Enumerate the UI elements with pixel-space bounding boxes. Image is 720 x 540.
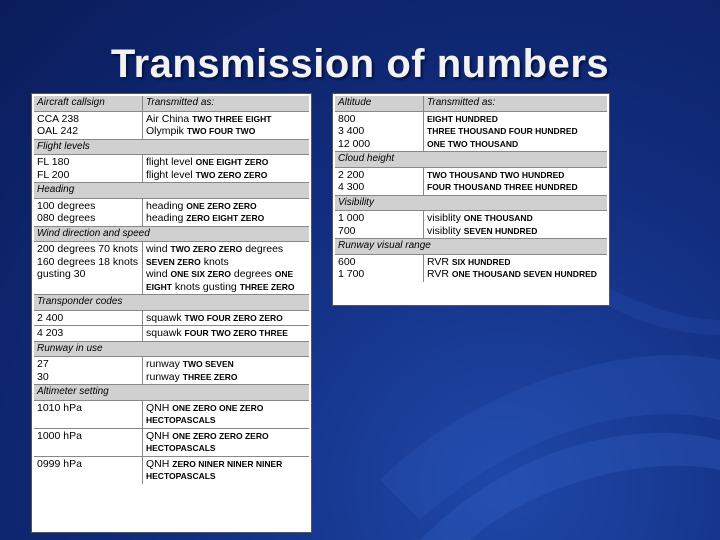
spoken-words: ONE ZERO ZERO xyxy=(186,200,257,211)
value-text: 3 400 xyxy=(338,125,365,137)
value-text: 200 degrees 70 knots xyxy=(37,243,138,255)
value-cell xyxy=(335,255,423,282)
spoken-words: ZERO EIGHT ZERO xyxy=(186,213,265,223)
plain-text: wind xyxy=(146,243,171,255)
plain-text: RVR xyxy=(427,268,452,280)
transmitted-cell xyxy=(143,199,309,226)
value-text: 27 xyxy=(37,358,49,370)
plain-text: QNH xyxy=(146,429,173,442)
plain-text: visiblity xyxy=(427,224,464,237)
section-label: Runway visual range xyxy=(335,239,607,254)
transmitted-cell xyxy=(143,401,309,428)
plain-text: flight level xyxy=(146,156,196,168)
spoken-words: ONE TWO THOUSAND xyxy=(427,138,519,149)
value-text: 30 xyxy=(37,370,49,383)
value-text: FL 180 xyxy=(37,156,70,168)
spoken-words: SEVEN HUNDRED xyxy=(463,225,538,236)
plain-text: visiblity xyxy=(427,212,464,224)
spoken-words: ONE EIGHT xyxy=(146,269,294,292)
transmitted-cell xyxy=(143,155,309,182)
spoken-words: TWO THOUSAND TWO HUNDRED xyxy=(427,169,565,180)
plain-text: RVR xyxy=(427,255,452,268)
section-label: Flight levels xyxy=(34,140,309,155)
plain-text: Air China xyxy=(146,112,193,125)
spoken-words: TWO ZERO ZERO xyxy=(170,244,243,254)
spoken-words: THREE ZERO xyxy=(239,281,295,292)
column-header: Transmitted as: xyxy=(143,96,309,111)
spoken-words: FOUR THOUSAND THREE HUNDRED xyxy=(427,182,578,192)
spoken-words: TWO FOUR TWO xyxy=(186,126,256,136)
callsign-table xyxy=(31,93,312,533)
value-text: 4 203 xyxy=(37,327,64,339)
plain-text: QNH xyxy=(146,457,173,470)
plain-text: runway xyxy=(146,358,183,370)
transmitted-cell xyxy=(143,457,309,484)
value-cell xyxy=(34,401,142,428)
spoken-words: TWO FOUR ZERO ZERO xyxy=(184,312,283,323)
spoken-words: SIX HUNDRED xyxy=(451,256,511,267)
transmitted-cell xyxy=(424,112,607,152)
section-label: Cloud height xyxy=(335,152,607,167)
value-text: 1010 hPa xyxy=(37,401,82,414)
value-text: 700 xyxy=(338,224,356,237)
spoken-words: EIGHT HUNDRED xyxy=(427,113,498,124)
value-text: 1000 hPa xyxy=(37,429,82,442)
value-text: 1 000 xyxy=(338,212,365,224)
transmitted-cell xyxy=(424,255,607,282)
value-cell xyxy=(34,155,142,182)
plain-text: knots xyxy=(200,255,229,268)
value-cell xyxy=(34,242,142,294)
plain-text: knots gusting xyxy=(171,280,240,293)
spoken-words: ONE ZERO ONE ZERO HECTOPASCALS xyxy=(146,402,264,425)
value-cell xyxy=(34,311,142,326)
plain-text: wind xyxy=(146,268,171,280)
plain-text: QNH xyxy=(146,401,173,414)
plain-text: runway xyxy=(146,370,183,383)
plain-text: heading xyxy=(146,212,187,224)
plain-text: degrees xyxy=(230,268,275,280)
plain-text: flight level xyxy=(146,168,196,181)
plain-text: Olympik xyxy=(146,125,187,137)
transmitted-cell xyxy=(143,242,309,294)
spoken-words: TWO THREE EIGHT xyxy=(192,113,272,124)
value-text: 2 200 xyxy=(338,168,365,181)
column-header: Altitude xyxy=(335,96,423,111)
spoken-words: SEVEN ZERO xyxy=(146,256,201,267)
section-label: Visibility xyxy=(335,196,607,211)
value-text: 080 degrees xyxy=(37,212,96,224)
value-text: 1 700 xyxy=(338,268,365,280)
spoken-words: ONE THOUSAND xyxy=(463,213,533,223)
value-text: 0999 hPa xyxy=(37,457,82,470)
altitude-table xyxy=(332,93,610,306)
value-cell xyxy=(34,429,142,456)
plain-text: squawk xyxy=(146,327,185,339)
value-text: FL 200 xyxy=(37,168,70,181)
plain-text: heading xyxy=(146,199,187,212)
spoken-words: THREE THOUSAND FOUR HUNDRED xyxy=(427,126,578,136)
transmitted-cell xyxy=(143,357,309,384)
value-text: 4 300 xyxy=(338,181,365,193)
section-label: Heading xyxy=(34,183,309,198)
spoken-words: TWO SEVEN xyxy=(182,359,234,369)
transmitted-cell xyxy=(143,112,309,139)
plain-text: degrees xyxy=(242,243,284,255)
callsign-grid xyxy=(32,94,311,486)
value-text: 800 xyxy=(338,112,356,125)
value-text: OAL 242 xyxy=(37,125,79,137)
value-cell xyxy=(335,112,423,152)
plain-text: squawk xyxy=(146,311,185,324)
column-header: Transmitted as: xyxy=(424,96,607,111)
transmitted-cell xyxy=(143,429,309,456)
spoken-words: ONE ZERO ZERO ZERO HECTOPASCALS xyxy=(146,430,269,453)
spoken-words: ONE EIGHT ZERO xyxy=(195,157,269,167)
transmitted-cell xyxy=(424,211,607,238)
value-text: 2 400 xyxy=(37,311,64,324)
altitude-grid xyxy=(333,94,609,284)
value-cell xyxy=(34,457,142,484)
spoken-words: FOUR TWO ZERO THREE xyxy=(184,328,288,338)
value-text: 600 xyxy=(338,255,356,268)
value-cell xyxy=(34,112,142,139)
value-cell xyxy=(34,326,142,341)
transmitted-cell xyxy=(143,326,309,341)
value-cell xyxy=(34,357,142,384)
spoken-words: TWO ZERO ZERO xyxy=(195,169,268,180)
transmitted-cell xyxy=(143,311,309,326)
value-text: 100 degrees xyxy=(37,199,96,212)
section-label: Runway in use xyxy=(34,342,309,357)
value-cell xyxy=(335,211,423,238)
value-text: 160 degrees 18 knots gusting 30 xyxy=(37,255,138,280)
value-text: CCA 238 xyxy=(37,112,80,125)
slide-title: Transmission of numbers xyxy=(110,42,610,86)
section-label: Transponder codes xyxy=(34,295,309,310)
section-label: Altimeter setting xyxy=(34,385,309,400)
section-label: Wind direction and speed xyxy=(34,227,309,242)
spoken-words: THREE ZERO xyxy=(182,371,238,382)
spoken-words: ONE THOUSAND SEVEN HUNDRED xyxy=(451,269,597,279)
transmitted-cell xyxy=(424,168,607,195)
spoken-words: ZERO NINER NINER NINER HECTOPASCALS xyxy=(146,458,283,481)
value-cell xyxy=(335,168,423,195)
value-text: 12 000 xyxy=(338,137,371,150)
spoken-words: ONE SIX ZERO xyxy=(170,269,231,279)
column-header: Aircraft callsign xyxy=(34,96,142,111)
value-cell xyxy=(34,199,142,226)
